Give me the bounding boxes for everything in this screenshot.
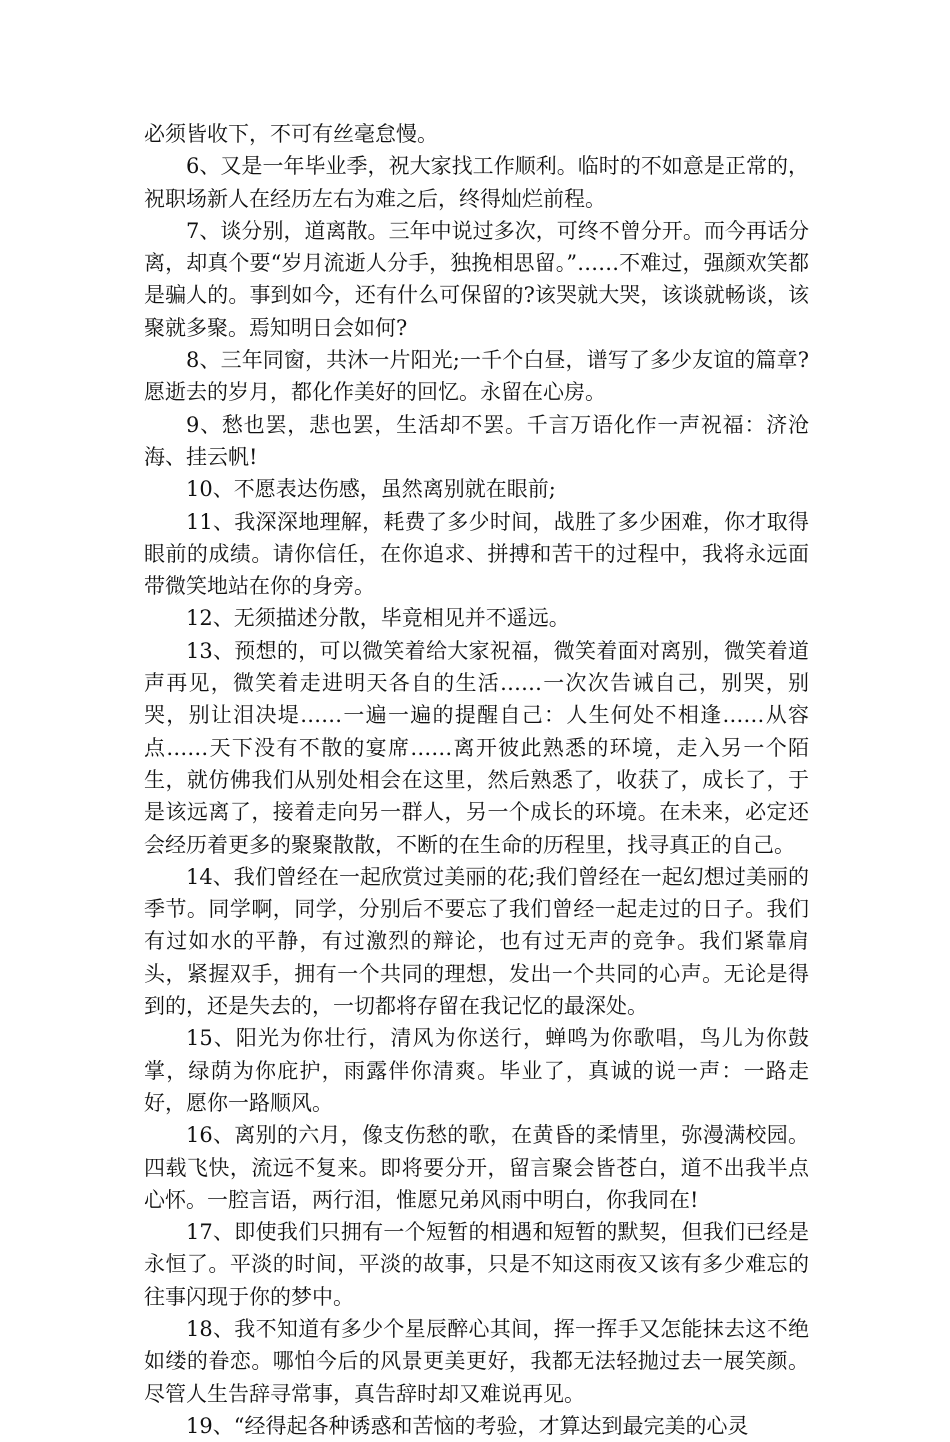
paragraph-12: 12、无须描述分散，毕竟相见并不遥远。 (186, 606, 570, 631)
paragraph-13: 13、预想的，可以微笑着给大家祝福，微笑着面对离别，微笑着道声再见，微笑着走进明天各自的生活……一次次告诫自己，别哭，别哭，别让泪决堤……一遍一遍的提醒自己：人生何处不相逢……从容点……天下没有不散的宴席……离开彼此熟悉的环境，走入另一个陌生，就仿佛我们从别处相会在这里，然后熟悉了，收获了，成长了，于是该远离了，接着走向另一群人，另一个成长的环境。在未来，必定还会经历着更多的聚聚散散，不断的在生命的历程里，找寻真正的自己。 (144, 638, 809, 857)
paragraph-18: 18、我不知道有多少个星辰醉心其间，挥一挥手又怎能抹去这不绝如缕的眷恋。哪怕今后的风景更美更好，我都无法轻抛过去一展笑颜。尽管人生告辞寻常事，真告辞时却又难说再见。 (144, 1316, 809, 1406)
paragraph-6: 6、又是一年毕业季，祝大家找工作顺利。临时的不如意是正常的，祝职场新人在经历左右为难之后，终得灿烂前程。 (144, 154, 809, 211)
document-body (144, 118, 809, 1442)
paragraph-9: 9、愁也罢，悲也罢，生活却不罢。千言万语化作一声祝福：济沧海、挂云帆! (144, 412, 809, 469)
paragraph-16: 16、离别的六月，像支伤愁的歌，在黄昏的柔情里，弥漫满校园。四载飞快，流远不复来。即将要分开，留言聚会皆苍白，道不出我半点心怀。一腔言语，两行泪，惟愿兄弟风雨中明白，你我同在! (144, 1123, 809, 1212)
paragraph-10: 10、不愿表达伤感，虽然离别就在眼前; (186, 477, 556, 502)
paragraph-7: 7、谈分别，道离散。三年中说过多次，可终不曾分开。而今再话分离，却真个要“岁月流逝人分手，独挽相思留。”……不难过，强颜欢笑都是骗人的。事到如今，还有什么可保留的?该哭就大哭，该谈就畅谈，该聚就多聚。焉知明日会如何? (144, 218, 809, 340)
paragraph-17: 17、即使我们只拥有一个短暂的相遇和短暂的默契，但我们已经是永恒了。平淡的时间，平淡的故事，只是不知这雨夜又该有多少难忘的往事闪现于你的梦中。 (144, 1220, 809, 1309)
paragraph-continuation: 必须皆收下，不可有丝毫怠慢。 (144, 122, 438, 146)
paragraph-11: 11、我深深地理解，耗费了多少时间，战胜了多少困难，你才取得眼前的成绩。请你信任，在你追求、拼搏和苦干的过程中，我将永远面带微笑地站在你的身旁。 (144, 509, 809, 599)
paragraph-14: 14、我们曾经在一起欣赏过美丽的花;我们曾经在一起幻想过美丽的季节。同学啊，同学，分别后不要忘了我们曾经一起走过的日子。我们有过如水的平静，有过激烈的辩论，也有过无声的竞争。我们紧靠肩头，紧握双手，拥有一个共同的理想，发出一个共同的心声。无论是得到的，还是失去的，一切都将存留在我记忆的最深处。 (144, 864, 809, 1019)
paragraph-8: 8、三年同窗，共沐一片阳光;一千个白昼，谱写了多少友谊的篇章?愿逝去的岁月，都化作美好的回忆。永留在心房。 (144, 348, 809, 405)
paragraph-15: 15、阳光为你壮行，清风为你送行，蝉鸣为你歌唱，鸟儿为你鼓掌，绿荫为你庇护，雨露伴你清爽。毕业了，真诚的说一声：一路走好，愿你一路顺风。 (144, 1026, 809, 1115)
paragraph-19: 19、“经得起各种诱惑和苦恼的考验，才算达到最完美的心灵 (186, 1413, 749, 1438)
